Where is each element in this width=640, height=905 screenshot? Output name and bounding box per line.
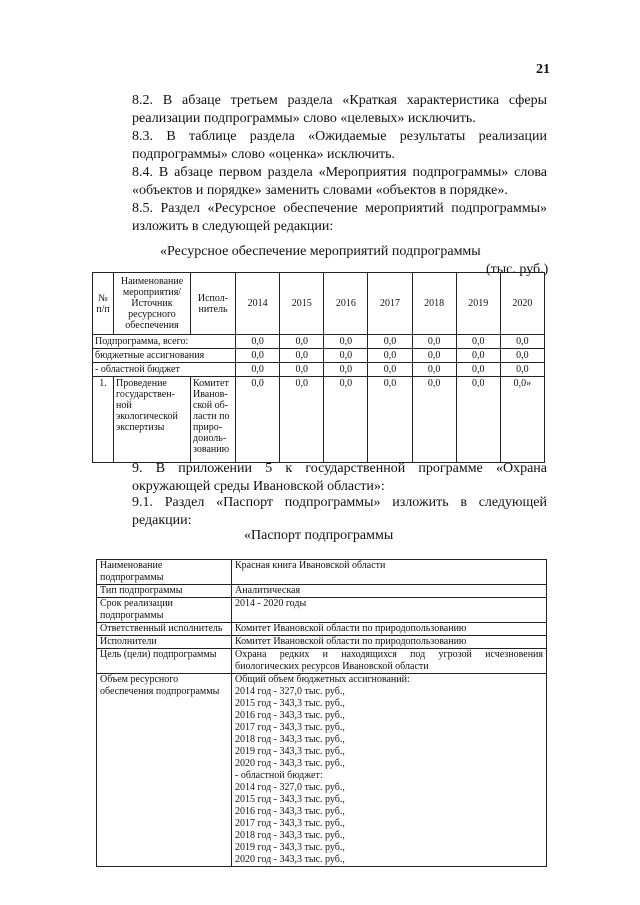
row-value: 0,0 — [236, 335, 280, 349]
passport-key: Ответственный исполнитель — [97, 623, 232, 636]
resource-table — [92, 272, 545, 463]
row-value: 0,0 — [412, 335, 456, 349]
funding-line: 2018 год - 343,3 тыс. руб., — [235, 734, 345, 745]
header-name: Наименование мероприятия/ Источник ресурсного обеспечения — [114, 273, 191, 335]
paragraph-8-3: 8.3. В таблице раздела «Ожидаемые результаты реализации подпрограммы» слово «оценка» исключить. — [132, 129, 547, 162]
resource-table-title: «Ресурсное обеспечение мероприятий подпрограммы — [160, 244, 481, 259]
funding-line: 2016 год - 343,3 тыс. руб., — [235, 710, 345, 721]
row-value: 0,0 — [280, 335, 324, 349]
passport-row — [97, 560, 547, 585]
row-value: 0,0 — [368, 349, 412, 363]
header-num: № п/п — [93, 273, 114, 335]
resource-table-unit: (тыс. руб.) — [486, 262, 549, 277]
passport-row — [97, 636, 547, 649]
header-year: 2019 — [456, 273, 500, 335]
item-value: 0,0 — [324, 377, 368, 463]
row-value: 0,0 — [500, 363, 544, 377]
row-value: 0,0 — [368, 363, 412, 377]
row-value: 0,0 — [324, 335, 368, 349]
header-executor: Испол-нитель — [191, 273, 236, 335]
row-value: 0,0 — [280, 363, 324, 377]
header-year: 2014 — [236, 273, 280, 335]
funding-line: 2015 год - 343,3 тыс. руб., — [235, 794, 345, 805]
passport-key: Срок реализации подпрограммы — [97, 598, 232, 623]
item-value: 0,0 — [280, 377, 324, 463]
item-value: 0,0 — [456, 377, 500, 463]
passport-key: Цель (цели) подпрограммы — [97, 649, 232, 674]
passport-row — [97, 598, 547, 623]
passport-row-funding — [97, 674, 547, 867]
paragraph-8-4: 8.4. В абзаце первом раздела «Мероприятия подпрограммы» слова «объектов и порядке» заменить словами «объектов в порядке». — [132, 165, 547, 198]
table-row — [93, 335, 545, 349]
passport-value: Комитет Ивановской области по природопользованию — [232, 623, 547, 636]
row-value: 0,0 — [324, 363, 368, 377]
page-number: 21 — [536, 62, 550, 77]
funding-line: 2017 год - 343,3 тыс. руб., — [235, 722, 345, 733]
funding-line: 2015 год - 343,3 тыс. руб., — [235, 698, 345, 709]
funding-line: - областной бюджет: — [235, 770, 323, 781]
passport-value: Комитет Ивановской области по природопользованию — [232, 636, 547, 649]
funding-line: 2016 год - 343,3 тыс. руб., — [235, 806, 345, 817]
paragraph-8-2: 8.2. В абзаце третьем раздела «Краткая характеристика сферы реализации подпрограммы» слово «целевых» исключить. — [132, 93, 547, 126]
passport-value: Красная книга Ивановской области — [232, 560, 547, 585]
funding-lines — [232, 674, 547, 867]
row-value: 0,0 — [412, 363, 456, 377]
header-year: 2015 — [280, 273, 324, 335]
passport-table — [96, 559, 547, 867]
item-value: 0,0 — [368, 377, 412, 463]
header-year: 2016 — [324, 273, 368, 335]
row-value: 0,0 — [236, 363, 280, 377]
row-value: 0,0 — [456, 349, 500, 363]
table-row-item — [93, 377, 545, 463]
passport-title: «Паспорт подпрограммы — [244, 528, 394, 543]
passport-row — [97, 623, 547, 636]
funding-line: 2014 год - 327,0 тыс. руб., — [235, 782, 345, 793]
row-value: 0,0 — [280, 349, 324, 363]
passport-row — [97, 649, 547, 674]
row-value: 0,0 — [456, 335, 500, 349]
item-value: 0,0» — [500, 377, 544, 463]
passport-value: 2014 - 2020 годы — [232, 598, 547, 623]
paragraph-8-5: 8.5. Раздел «Ресурсное обеспечение мероприятий подпрограммы» изложить в следующей редакции: — [132, 201, 547, 234]
paragraph-9-1: 9.1. Раздел «Паспорт подпрограммы» изложить в следующей редакции: — [132, 495, 547, 528]
passport-value: Аналитическая — [232, 585, 547, 598]
row-value: 0,0 — [500, 335, 544, 349]
item-value: 0,0 — [236, 377, 280, 463]
funding-line: 2019 год - 343,3 тыс. руб., — [235, 842, 345, 853]
paragraph-9: 9. В приложении 5 к государственной программе «Охрана окружающей среды Ивановской области»: — [132, 461, 547, 494]
row-value: 0,0 — [412, 349, 456, 363]
row-label: - областной бюджет — [93, 363, 236, 377]
funding-line: 2019 год - 343,3 тыс. руб., — [235, 746, 345, 757]
row-label: бюджетные ассигнования — [93, 349, 236, 363]
header-year: 2017 — [368, 273, 412, 335]
table-row — [93, 363, 545, 377]
table-row — [93, 349, 545, 363]
passport-key: Исполнители — [97, 636, 232, 649]
passport-key: Тип подпрограммы — [97, 585, 232, 598]
row-value: 0,0 — [324, 349, 368, 363]
row-value: 0,0 — [368, 335, 412, 349]
funding-line: Общий объем бюджетных ассигнований: — [235, 674, 410, 685]
item-name: Проведение государствен-ной экологической экспертизы — [114, 377, 191, 463]
header-year: 2018 — [412, 273, 456, 335]
item-value: 0,0 — [412, 377, 456, 463]
item-num: 1. — [93, 377, 114, 463]
row-value: 0,0 — [500, 349, 544, 363]
resource-table-header-row — [93, 273, 545, 335]
row-value: 0,0 — [456, 363, 500, 377]
funding-line: 2018 год - 343,3 тыс. руб., — [235, 830, 345, 841]
item-executor: Комитет Иванов-ской об-ласти по приро-доиоль-зованию — [191, 377, 236, 463]
row-value: 0,0 — [236, 349, 280, 363]
funding-line: 2017 год - 343,3 тыс. руб., — [235, 818, 345, 829]
passport-key: Объем ресурсного обеспечения подпрограммы — [97, 674, 232, 867]
row-label: Подпрограмма, всего: — [93, 335, 236, 349]
passport-value: Охрана редких и находящихся под угрозой исчезновения биологических ресурсов Ивановской области — [232, 649, 547, 674]
passport-row — [97, 585, 547, 598]
funding-line: 2020 год - 343,3 тыс. руб., — [235, 758, 345, 769]
funding-line: 2014 год - 327,0 тыс. руб., — [235, 686, 345, 697]
header-year: 2020 — [500, 273, 544, 335]
funding-line: 2020 год - 343,3 тыс. руб., — [235, 854, 345, 865]
passport-key: Наименование подпрограммы — [97, 560, 232, 585]
